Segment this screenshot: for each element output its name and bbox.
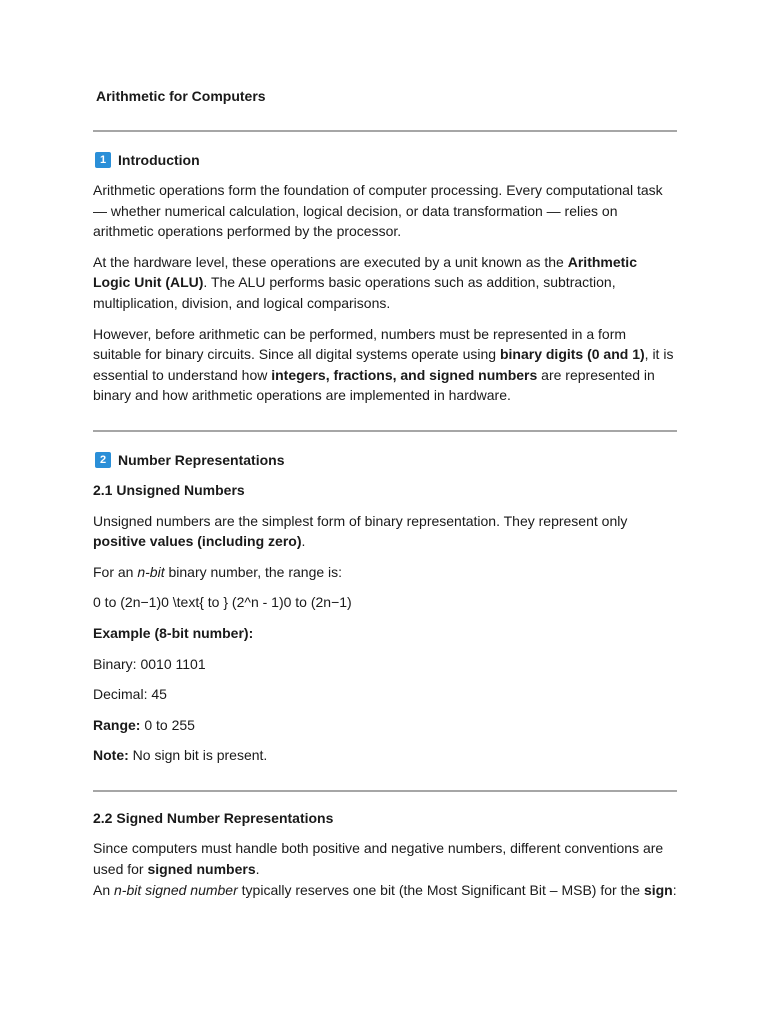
subsection-heading-signed: 2.2 Signed Number Representations <box>93 809 334 826</box>
intro-paragraph-3 <box>93 324 677 406</box>
text-run: At the hardware level, these operations are executed by a unit known as the <box>93 253 568 270</box>
range-label: Range: <box>93 716 141 733</box>
intro-paragraph-2 <box>93 252 677 314</box>
number-1-badge-icon: 1 <box>95 152 111 168</box>
bold-term-binary-digits: binary digits (0 and 1) <box>499 346 645 363</box>
signed-paragraph-2 <box>93 880 677 901</box>
number-2-badge-icon: 2 <box>95 452 111 468</box>
bold-term-sign: sign <box>643 881 673 898</box>
bold-term-positive-values: positive values (including zero) <box>93 533 302 550</box>
text-run: typically reserves one bit (the Most Significant Bit – MSB) for the <box>237 881 644 898</box>
example-binary: Binary: 0010 1101 <box>93 655 206 672</box>
bold-term-signed-numbers: signed numbers <box>147 861 256 878</box>
text-run: . <box>301 533 306 550</box>
intro-paragraph-1: Arithmetic operations form the foundation of computer processing. Every computational task — whether numerical calculation, logical decision, or data transformation — relies on arithmetic operations performed by the processor. <box>93 182 663 240</box>
text-run: : <box>672 881 677 898</box>
range-formula: 0 to (2n−1)0 \text{ to } (2^n - 1)0 to (2n−1) <box>93 594 352 611</box>
text-run: However, before arithmetic can be performed, numbers must be represented in a form suitable for binary circuits. Since all digital systems operate using <box>93 325 627 363</box>
bold-term-number-types: integers, fractions, and signed numbers <box>271 366 538 383</box>
section-heading-number-representations <box>93 450 677 470</box>
signed-paragraph-1 <box>93 838 677 879</box>
section-heading-introduction <box>93 150 677 170</box>
divider <box>93 430 677 432</box>
range-value: 0 to 255 <box>140 716 195 733</box>
text-run: binary number, the range is: <box>164 563 343 580</box>
unsigned-paragraph <box>93 511 677 552</box>
divider <box>93 130 677 132</box>
text-run: . The ALU performs basic operations such as addition, subtraction, multiplication, division, and logical comparisons. <box>93 274 616 311</box>
italic-term-n-bit: n-bit <box>137 563 165 580</box>
document-title: Arithmetic for Computers <box>96 88 266 104</box>
text-run: Since computers must handle both positive and negative numbers, different conventions are used for <box>93 840 664 878</box>
note-label: Note: <box>93 747 129 764</box>
example-decimal: Decimal: 45 <box>93 686 167 703</box>
section-heading-text: Number Representations <box>118 451 285 468</box>
divider <box>93 790 677 792</box>
bold-term-alu: Arithmetic Logic Unit (ALU) <box>93 253 637 291</box>
example-label: Example (8-bit number): <box>93 624 254 641</box>
example-range <box>93 715 677 736</box>
subsection-heading-unsigned: 2.1 Unsigned Numbers <box>93 481 245 498</box>
text-run: Unsigned numbers are the simplest form of binary representation. They represent only <box>93 512 628 529</box>
text-run: are represented in binary and how arithmetic operations are implemented in hardware. <box>93 366 655 404</box>
document-content <box>93 86 677 900</box>
section-heading-text: Introduction <box>118 152 200 168</box>
text-run: . <box>255 861 260 878</box>
example-note <box>93 745 677 766</box>
italic-term-signed-number: n-bit signed number <box>114 881 238 898</box>
text-run: , it is essential to understand how <box>93 346 674 383</box>
range-intro <box>93 562 677 583</box>
note-value: No sign bit is present. <box>128 747 268 764</box>
text-run: For an <box>93 563 138 580</box>
text-run: An <box>93 881 115 898</box>
